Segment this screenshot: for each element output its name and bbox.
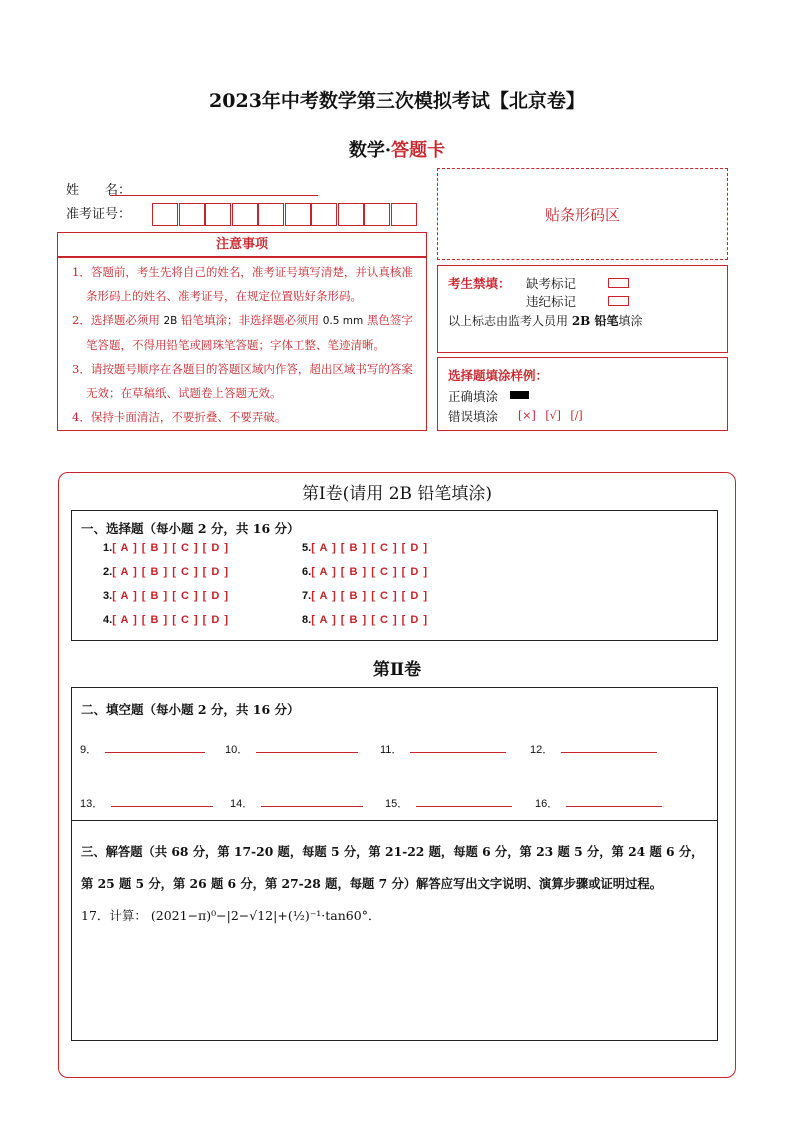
id-digit-box[interactable]	[258, 203, 284, 226]
q17-answer-area[interactable]	[72, 928, 717, 1038]
question-number: 7.	[302, 590, 312, 602]
answer-options[interactable]: [ A ] [ B ] [ C ] [ D ]	[112, 590, 230, 602]
note-1: 1．答题前，考生先将自己的姓名，准考证号填写清楚，并认真核准条形码上的姓名、准考证号，在规定位置贴好条形码。	[72, 265, 413, 303]
answer-options[interactable]: [ A ] [ B ] [ C ] [ D ]	[311, 614, 429, 626]
fill-blank[interactable]	[230, 795, 363, 811]
id-digit-box[interactable]	[232, 203, 258, 226]
barcode-label: 贴条形码区	[544, 205, 620, 224]
choice-question[interactable]	[103, 590, 229, 602]
part2-title: 第Ⅱ卷	[372, 660, 422, 680]
answer-options[interactable]: [ A ] [ B ] [ C ] [ D ]	[311, 566, 429, 578]
blank-line[interactable]	[105, 742, 205, 753]
choice-question[interactable]	[302, 542, 428, 554]
blank-number: 10．	[225, 744, 249, 756]
choice-question[interactable]	[302, 590, 428, 602]
question-number: 8.	[302, 614, 312, 626]
subtitle	[0, 136, 794, 162]
name-field[interactable]	[110, 195, 318, 196]
forbidden-note: 以上标志由监考人员用 2B 铅笔填涂	[448, 314, 643, 328]
fill-blank[interactable]	[80, 741, 205, 757]
blank-number: 13．	[80, 798, 104, 810]
id-digit-box[interactable]	[179, 203, 205, 226]
notes-title: 注意事项	[215, 237, 268, 252]
violation-checkbox[interactable]	[608, 296, 629, 306]
fill-section-title: 二、填空题（每小题 2 分，共 16 分）	[81, 702, 300, 717]
blank-number: 15．	[385, 798, 409, 810]
id-digit-box[interactable]	[364, 203, 390, 226]
blank-line[interactable]	[410, 742, 506, 753]
part1-title: 第Ⅰ卷(请用 2B 铅笔填涂)	[301, 484, 493, 504]
blank-number: 11．	[380, 744, 403, 756]
barcode-area	[437, 168, 728, 260]
fill-blank[interactable]	[385, 795, 512, 811]
fill-blank[interactable]	[80, 795, 213, 811]
note-2: 2．选择题必须用 2B 铅笔填涂；非选择题必须用 0.5 mm 黑色签字笔答题，不得用铅笔或圆珠笔答题；字体工整、笔迹清晰。	[72, 313, 413, 352]
id-digit-box[interactable]	[285, 203, 311, 226]
blank-line[interactable]	[416, 796, 512, 807]
blank-number: 14．	[230, 798, 254, 810]
choice-question[interactable]	[103, 614, 229, 626]
notes-body	[57, 257, 427, 431]
notes-header	[57, 232, 427, 257]
blank-number: 12．	[530, 744, 554, 756]
question-number: 4.	[103, 614, 113, 626]
question-number: 3.	[103, 590, 113, 602]
fill-blank[interactable]	[530, 741, 657, 757]
blank-number: 16．	[535, 798, 559, 810]
blank-line[interactable]	[566, 796, 662, 807]
answer-options[interactable]: [ A ] [ B ] [ C ] [ D ]	[112, 614, 230, 626]
question-number: 6.	[302, 566, 312, 578]
choice-question[interactable]	[302, 566, 428, 578]
forbidden-label: 考生禁填：	[448, 276, 511, 291]
note-4: 4．保持卡面清洁，不要折叠、不要弄破。	[72, 410, 287, 424]
sample-box	[437, 357, 728, 431]
choice-question[interactable]	[103, 542, 229, 554]
question-number: 1.	[103, 542, 113, 554]
filled-mark-icon	[510, 391, 529, 399]
choice-question[interactable]	[103, 566, 229, 578]
solve-section-line2: 第 25 题 5 分，第 26 题 6 分，第 27-28 题，每题 7 分）解答应写出文字说明、演算步骤或证明过程。	[81, 876, 662, 891]
blank-line[interactable]	[111, 796, 213, 807]
fill-blank[interactable]	[380, 741, 506, 757]
answer-options[interactable]: [ A ] [ B ] [ C ] [ D ]	[112, 566, 230, 578]
answer-options[interactable]: [ A ] [ B ] [ C ] [ D ]	[112, 542, 230, 554]
page-title: 2023年中考数学第三次模拟考试【北京卷】	[209, 90, 585, 112]
question-17: 17．计算： (2021−π)⁰−|2−√12|+(½)⁻¹·tan60°．	[81, 908, 381, 923]
wrong-label: 错误填涂	[448, 409, 499, 424]
fill-blank[interactable]	[225, 741, 358, 757]
subtitle-card: 答题卡	[391, 140, 446, 161]
violation-label: 违纪标记	[526, 294, 577, 309]
choice-question[interactable]	[302, 614, 428, 626]
blank-line[interactable]	[561, 742, 657, 753]
id-digit-box[interactable]	[338, 203, 364, 226]
id-digit-box[interactable]	[152, 203, 178, 226]
note-3: 3．请按题号顺序在各题目的答题区域内作答，超出区域书写的答案无效；在草稿纸、试题卷上答题无效。	[72, 362, 413, 400]
id-label: 准考证号：	[66, 207, 132, 222]
choice-section-title: 一、选择题（每小题 2 分，共 16 分）	[81, 521, 300, 536]
blank-line[interactable]	[256, 742, 358, 753]
divider	[72, 820, 717, 821]
name-label: 姓 名：	[66, 183, 132, 198]
question-number: 5.	[302, 542, 312, 554]
answer-options[interactable]: [ A ] [ B ] [ C ] [ D ]	[311, 542, 429, 554]
absent-label: 缺考标记	[526, 276, 577, 291]
solve-section-line1: 三、解答题（共 68 分，第 17-20 题，每题 5 分，第 21-22 题，每题 6 分，第 23 题 5 分，第 24 题 6 分，	[81, 844, 704, 859]
id-digit-box[interactable]	[205, 203, 231, 226]
id-digit-box[interactable]	[311, 203, 337, 226]
blank-line[interactable]	[261, 796, 363, 807]
sample-title: 选择题填涂样例：	[448, 368, 549, 383]
subtitle-subject: 数学·	[348, 140, 392, 161]
correct-label: 正确填涂	[448, 389, 499, 404]
absent-checkbox[interactable]	[608, 278, 629, 288]
blank-number: 9．	[80, 744, 98, 756]
wrong-marks: [×] [√] [/]	[518, 409, 583, 422]
forbidden-box	[437, 265, 728, 353]
fill-blank[interactable]	[535, 795, 662, 811]
answer-options[interactable]: [ A ] [ B ] [ C ] [ D ]	[311, 590, 429, 602]
question-number: 2.	[103, 566, 113, 578]
id-digit-box[interactable]	[391, 203, 417, 226]
